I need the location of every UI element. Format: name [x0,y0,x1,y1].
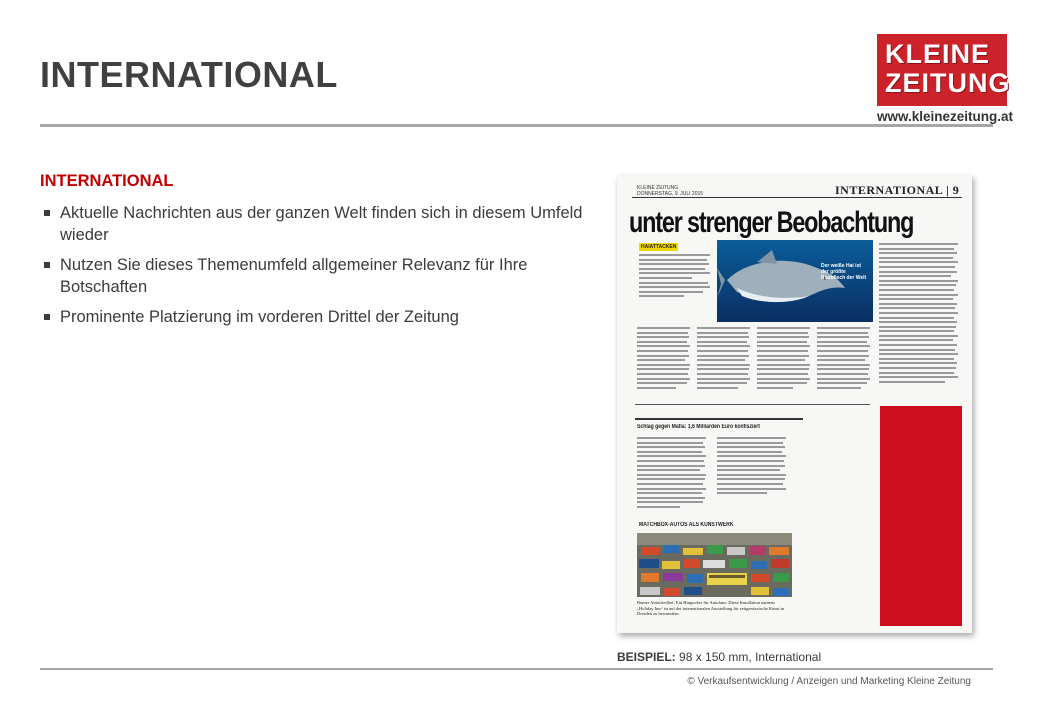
newspaper-sidebar [639,243,714,300]
sidebar-text-lines [639,254,714,297]
logo-mark [877,34,1011,106]
newspaper-sample [617,175,972,633]
newspaper-text-column [637,437,709,511]
newspaper-text-column [817,327,872,391]
footer-divider [40,668,993,670]
box-top-rule [635,418,803,420]
shark-photo [717,240,873,322]
newspaper-rule [632,197,962,198]
section-heading: INTERNATIONAL [40,172,174,190]
bullet-item: Aktuelle Nachrichten aus der ganzen Welt finden sich in diesem Umfeld wieder [40,202,600,246]
example-label: BEISPIEL: [617,650,676,664]
matchbox-caption: Bunter Autofriedhof. Ein Hingucker für Autofans: Diese Installation namens „Holiday Inn“ ist auf der internationalen Ausstellung für zeitgenössische Kunst in Dresden zu bewundern. [637,600,785,616]
newspaper-text-column [697,327,752,391]
example-text: 98 x 150 mm, International [679,650,822,664]
newspaper-section-label: INTERNATIONAL | 9 [835,183,960,197]
logo-word-2: ZEITUNG [885,68,1011,98]
newspaper-separator [635,404,870,405]
bullet-list [40,202,600,336]
sidebar-tag: HAIATTACKEN [641,244,677,250]
newspaper-right-column [879,243,961,399]
bullet-item: Prominente Platzierung im vorderen Drittel der Zeitung [40,306,600,328]
logo-url[interactable]: www.kleinezeitung.at [877,109,1014,124]
newspaper-headline: unter strenger Beobachtung [629,206,914,239]
logo-word-1: KLEINE [885,39,991,69]
page-title: INTERNATIONAL [40,54,338,95]
header-divider [40,124,993,127]
newspaper-text-column [717,437,789,497]
kleine-zeitung-logo[interactable] [877,34,1014,124]
matchbox-headline: MATCHBOX-AUTOS ALS KUNSTWERK [639,522,734,528]
bullet-item: Nutzen Sie dieses Themenumfeld allgemeiner Relevanz für Ihre Botschaften [40,254,600,298]
mafia-headline: Schlag gegen Mafia: 1,6 Milliarden Euro konfisziert [637,424,760,430]
shark-caption: Der weiße Hai ist der größte Raubfisch der Welt [821,263,867,281]
newspaper-text-column [637,327,692,391]
newspaper-masthead: KLEINE ZEITUNG DONNERSTAG, 9. JULI 2015 [637,185,704,197]
example-caption [617,650,821,664]
footer-copyright: © Verkaufsentwicklung / Anzeigen und Marketing Kleine Zeitung [687,676,971,687]
ad-placement-example [880,406,962,626]
matchbox-cars-photo [637,533,792,597]
newspaper-text-column [757,327,812,391]
